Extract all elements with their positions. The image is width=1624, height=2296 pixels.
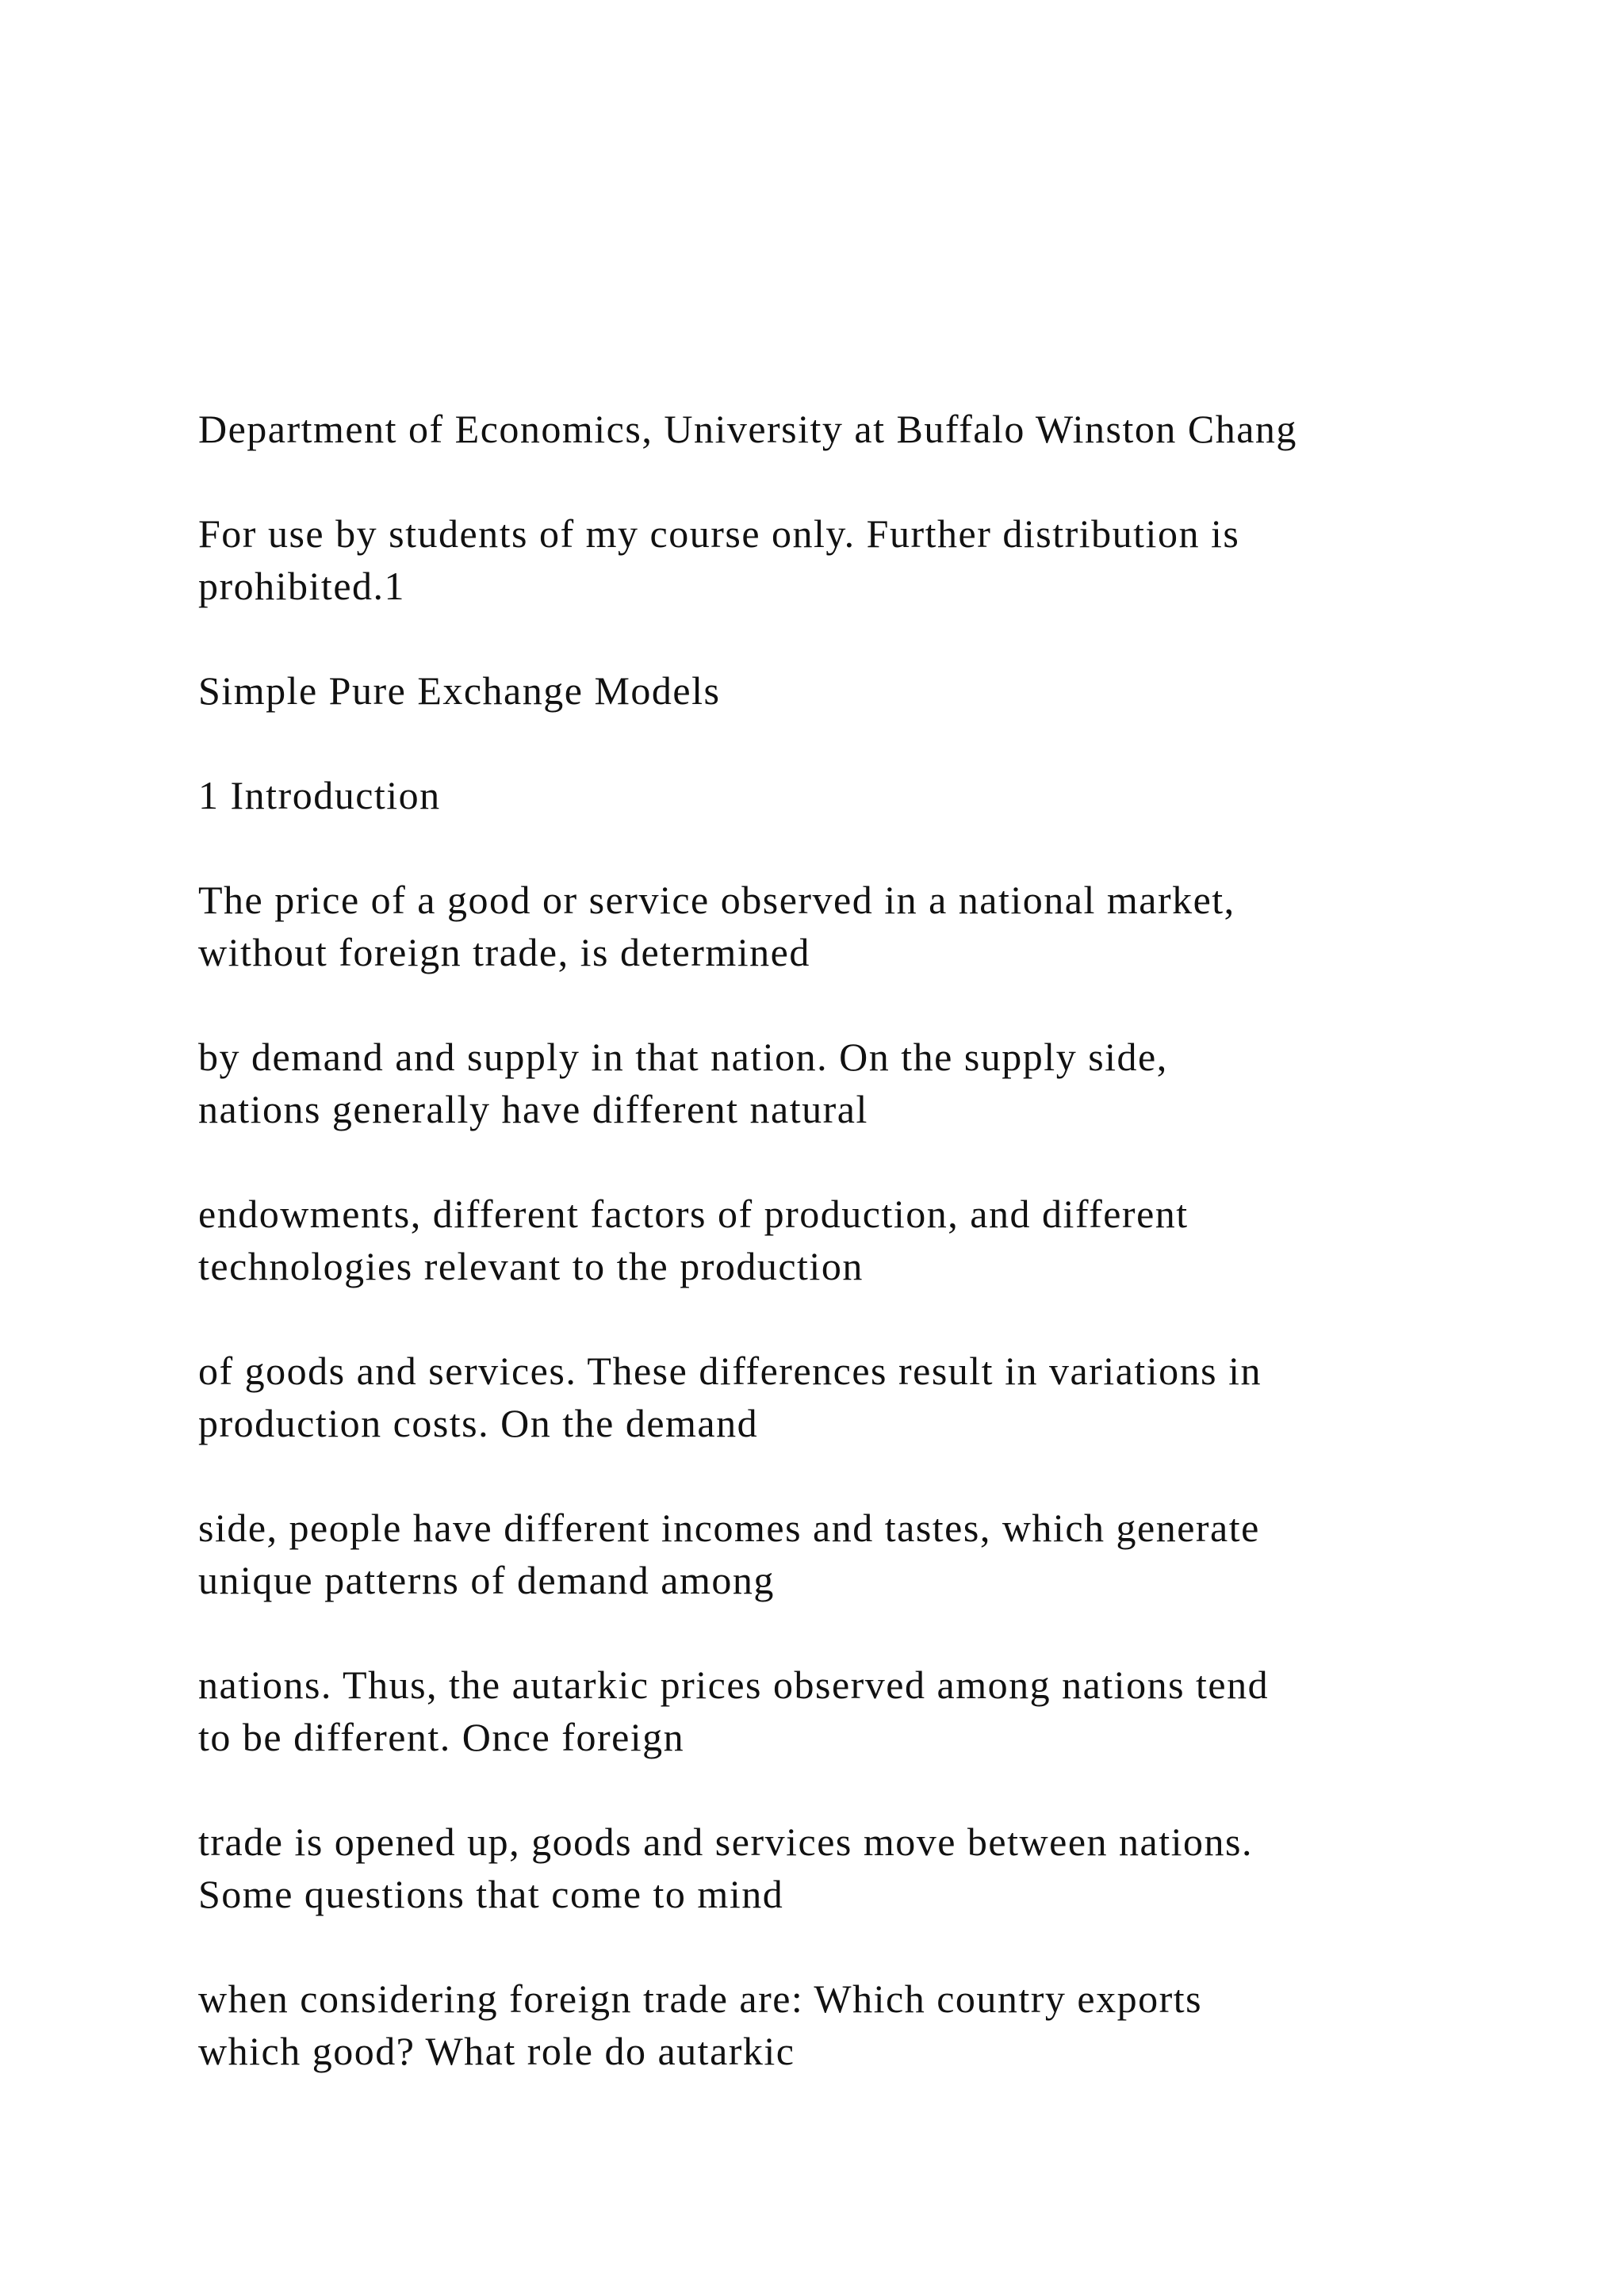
distribution-notice — [198, 507, 1467, 612]
paragraph-line: to be different. Once foreign — [198, 1715, 685, 1759]
notice-line-2: prohibited.1 — [198, 564, 406, 608]
paragraph-line: Some questions that come to mind — [198, 1872, 784, 1916]
body-paragraph-4 — [198, 1345, 1467, 1449]
paragraph-line: nations generally have different natural — [198, 1087, 868, 1131]
body-paragraph-5 — [198, 1502, 1467, 1606]
body-paragraph-6 — [198, 1659, 1467, 1763]
document-title — [198, 664, 1467, 717]
body-paragraph-3 — [198, 1188, 1467, 1292]
paragraph-line: The price of a good or service observed in a national market, — [198, 878, 1235, 922]
paragraph-line: unique patterns of demand among — [198, 1558, 775, 1602]
paragraph-line: when considering foreign trade are: Which country exports — [198, 1976, 1203, 2021]
section-heading — [198, 769, 1467, 821]
body-paragraph-2 — [198, 1031, 1467, 1135]
paragraph-line: endowments, different factors of production, and different — [198, 1192, 1189, 1236]
paragraph-line: trade is opened up, goods and services move between nations. — [198, 1820, 1253, 1864]
header-line-text: Department of Economics, University at Buffalo Winston Chang — [198, 407, 1297, 451]
paragraph-line: of goods and services. These differences result in variations in — [198, 1349, 1262, 1393]
body-paragraph-1 — [198, 874, 1467, 978]
paragraph-line: side, people have different incomes and tastes, which generate — [198, 1506, 1260, 1550]
notice-line-1: For use by students of my course only. Further distribution is — [198, 511, 1240, 556]
paragraph-line: by demand and supply in that nation. On the supply side, — [198, 1035, 1168, 1079]
body-paragraph-7 — [198, 1816, 1467, 1920]
paragraph-line: which good? What role do autarkic — [198, 2029, 795, 2073]
document-page — [198, 403, 1467, 2130]
paragraph-line: without foreign trade, is determined — [198, 930, 810, 974]
header-line — [198, 403, 1467, 455]
document-title-text: Simple Pure Exchange Models — [198, 668, 721, 713]
paragraph-line: technologies relevant to the production — [198, 1244, 864, 1288]
body-paragraph-8 — [198, 1973, 1467, 2077]
paragraph-line: production costs. On the demand — [198, 1401, 759, 1445]
paragraph-line: nations. Thus, the autarkic prices observed among nations tend — [198, 1663, 1270, 1707]
section-heading-text: 1 Introduction — [198, 773, 441, 817]
